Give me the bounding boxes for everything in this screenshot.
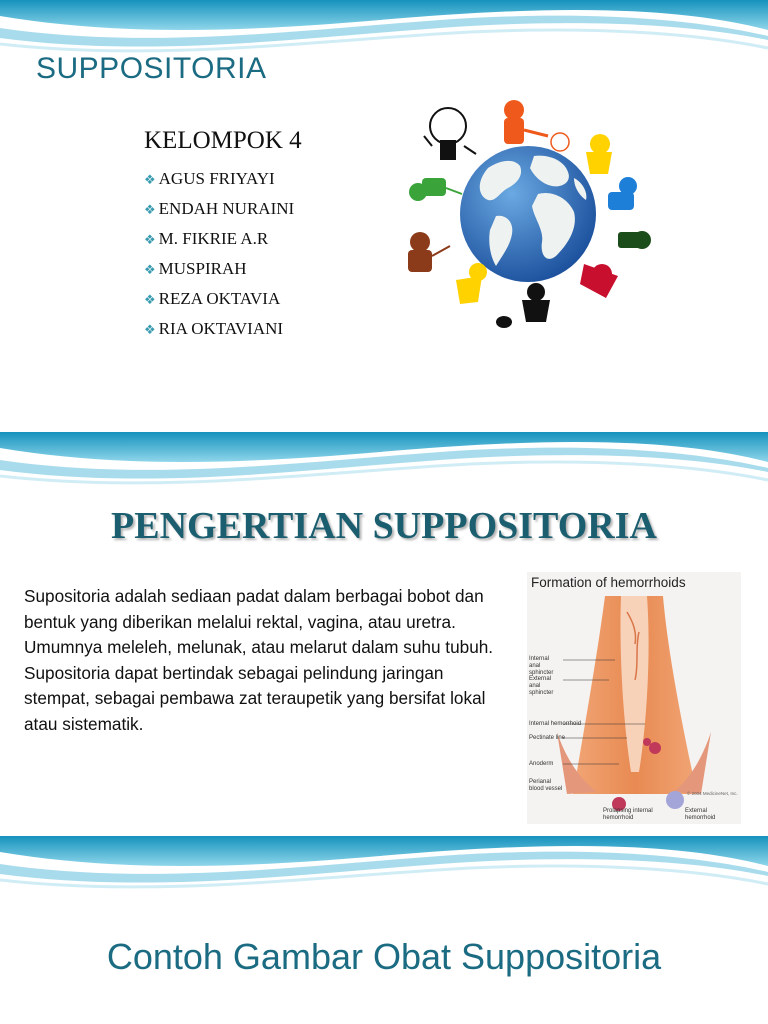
- definition-paragraph: Supositoria adalah sediaan padat dalam berbagai bobot dan bentuk yang diberikan melalui rektal, vagina, atau uretra. Umumnya meleleh, melunak, atau melarut dalam suhu tubuh. Supositoria dapat bertindak sebagai pelindung jaringan stempat, sebagai pembawa zat teraupetik yang bersifat lokal atau sistematik.: [24, 586, 494, 734]
- slide-title: PENGERTIAN SUPPOSITORIA: [111, 505, 657, 547]
- child-figure-red: [580, 264, 618, 298]
- diamond-bullet-icon: ❖: [144, 172, 156, 187]
- diamond-bullet-icon: ❖: [144, 292, 156, 307]
- diamond-bullet-icon: ❖: [144, 262, 156, 277]
- list-item: ❖ M. FIKRIE A.R: [144, 229, 269, 248]
- child-figure-green: [409, 178, 462, 201]
- hemorrhoid-anatomy-figure: [527, 572, 741, 824]
- child-figure-yellow-top: [586, 134, 612, 174]
- child-figure-blue: [608, 177, 637, 210]
- child-figure-darkgreen: [618, 231, 651, 249]
- list-item: ❖ RIA OKTAVIANI: [144, 319, 284, 338]
- slide-2: [0, 432, 768, 836]
- globe-children-illustration: [396, 96, 656, 340]
- child-figure-black: [496, 283, 550, 328]
- figure-label: External anal sphincter: [529, 676, 554, 696]
- figure-label: Internal hemorrhoid: [529, 721, 582, 727]
- child-figure-brown: [408, 232, 450, 272]
- figure-label: Pectinate line: [529, 735, 566, 741]
- member-list: [144, 164, 294, 344]
- list-item: ❖ ENDAH NURAINI: [144, 199, 295, 218]
- slide-3: [0, 836, 768, 1024]
- diamond-bullet-icon: ❖: [144, 202, 156, 217]
- figure-label: Anoderm: [529, 761, 554, 767]
- list-item: ❖ AGUS FRIYAYI: [144, 169, 275, 188]
- slide-title: SUPPOSITORIA: [36, 52, 267, 85]
- figure-label: Prolapsing internal hemorrhoid: [603, 808, 653, 821]
- child-figure-yellow-bottom: [456, 263, 487, 304]
- diamond-bullet-icon: ❖: [144, 322, 156, 337]
- figure-title: Formation of hemorrhoids: [531, 575, 686, 590]
- slide-title: Contoh Gambar Obat Suppositoria: [106, 936, 662, 977]
- figure-label: Internal anal sphincter: [529, 656, 554, 676]
- list-item: ❖ REZA OKTAVIA: [144, 289, 281, 308]
- decorative-wave-header: [0, 836, 768, 926]
- list-item: ❖ MUSPIRAH: [144, 259, 247, 278]
- figure-label: External hemorrhoid: [685, 808, 716, 821]
- figure-credit: © 2004 MedicineNet, Inc.: [687, 791, 738, 796]
- slide-1: [0, 0, 768, 432]
- figure-label: Perianal blood vessel: [529, 779, 563, 792]
- child-figure-white: [424, 108, 476, 160]
- child-figure-orange: [504, 100, 569, 151]
- diamond-bullet-icon: ❖: [144, 232, 156, 247]
- group-heading: KELOMPOK 4: [144, 127, 302, 154]
